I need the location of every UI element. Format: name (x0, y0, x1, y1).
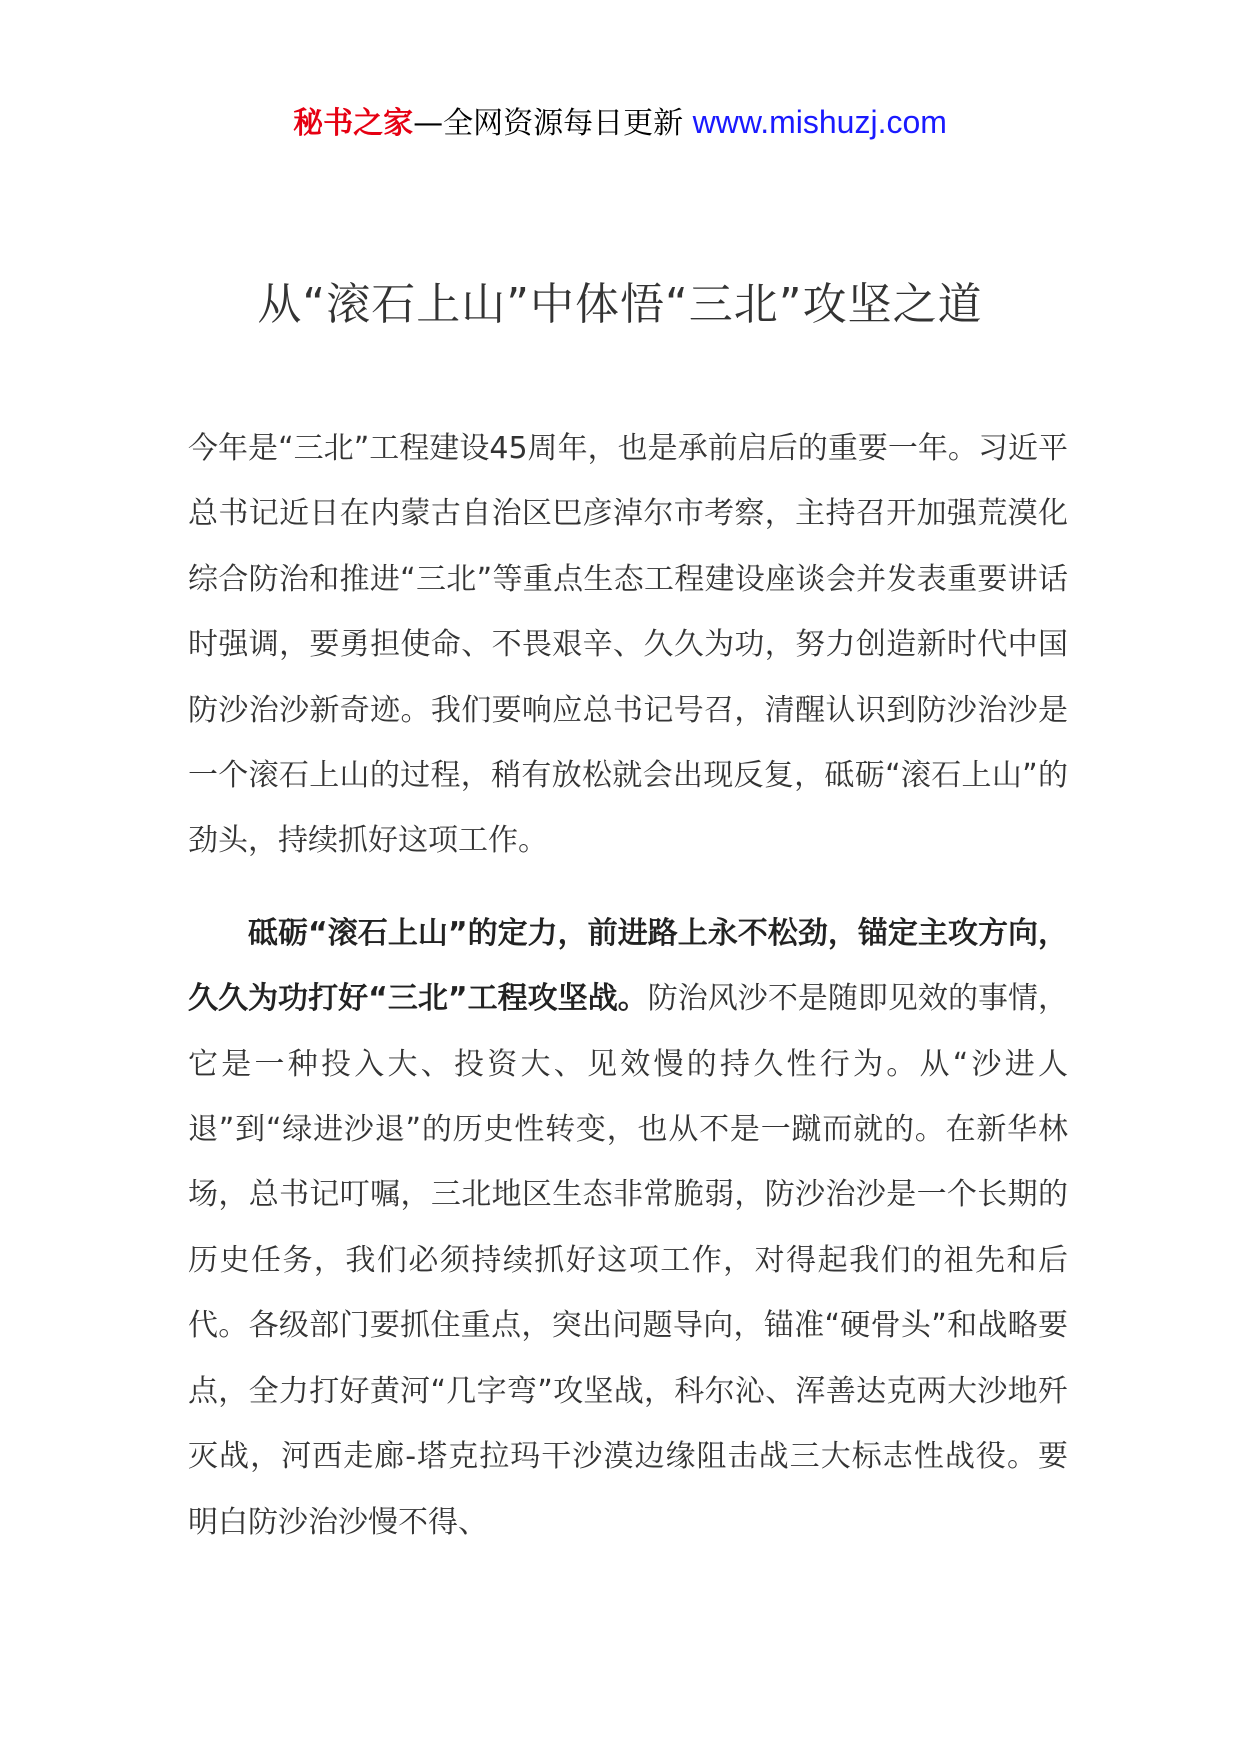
paragraph-section-1-text: 防治风沙不是随即见效的事情，它是一种投入大、投资大、见效慢的持久性行为。从“沙进人退”到“绿进沙退”的历史性转变，也从不是一蹴而就的。在新华林场，总书记叮嘱，三北地区生态非常脆弱，防沙治沙是一个长期的历史任务，我们必须持续抓好这项工作，对得起我们的祖先和后代。各级部门要抓住重点，突出问题导向，锚准“硬骨头”和战略要点，全力打好黄河“几字弯”攻坚战，科尔沁、浑善达克两大沙地歼灭战，河西走廊-塔克拉玛干沙漠边缘阻击战三大标志性战役。要明白防沙治沙慢不得、 (188, 981, 1069, 1540)
site-header (0, 100, 1240, 146)
site-url-link[interactable]: www.mishuzj.com (692, 104, 947, 140)
paragraph-intro: 今年是“三北”工程建设45周年，也是承前启后的重要一年。习近平总书记近日在内蒙古自治区巴彦淖尔市考察，主持召开加强荒漠化综合防治和推进“三北”等重点生态工程建设座谈会并发表重要讲话时强调，要勇担使命、不畏艰辛、久久为功，努力创造新时代中国防沙治沙新奇迹。我们要响应总书记号召，清醒认识到防沙治沙是一个滚石上山的过程，稍有放松就会出现反复，砥砺“滚石上山”的劲头，持续抓好这项工作。 (188, 431, 1068, 859)
site-brand: 秘书之家 (293, 106, 414, 141)
site-slogan: —全网资源每日更新 (413, 106, 693, 141)
article-title: 从“滚石上山”中体悟“三北”攻坚之道 (257, 279, 983, 330)
article-body (188, 416, 1068, 1555)
paragraph-section-1-lead: 砥砺“滚石上山”的定力，前进路上永不松劲，锚定主攻方向，久久为功打好“三北”工程攻坚战。 (188, 915, 1068, 1017)
paragraph-section-1 (188, 901, 1068, 1555)
